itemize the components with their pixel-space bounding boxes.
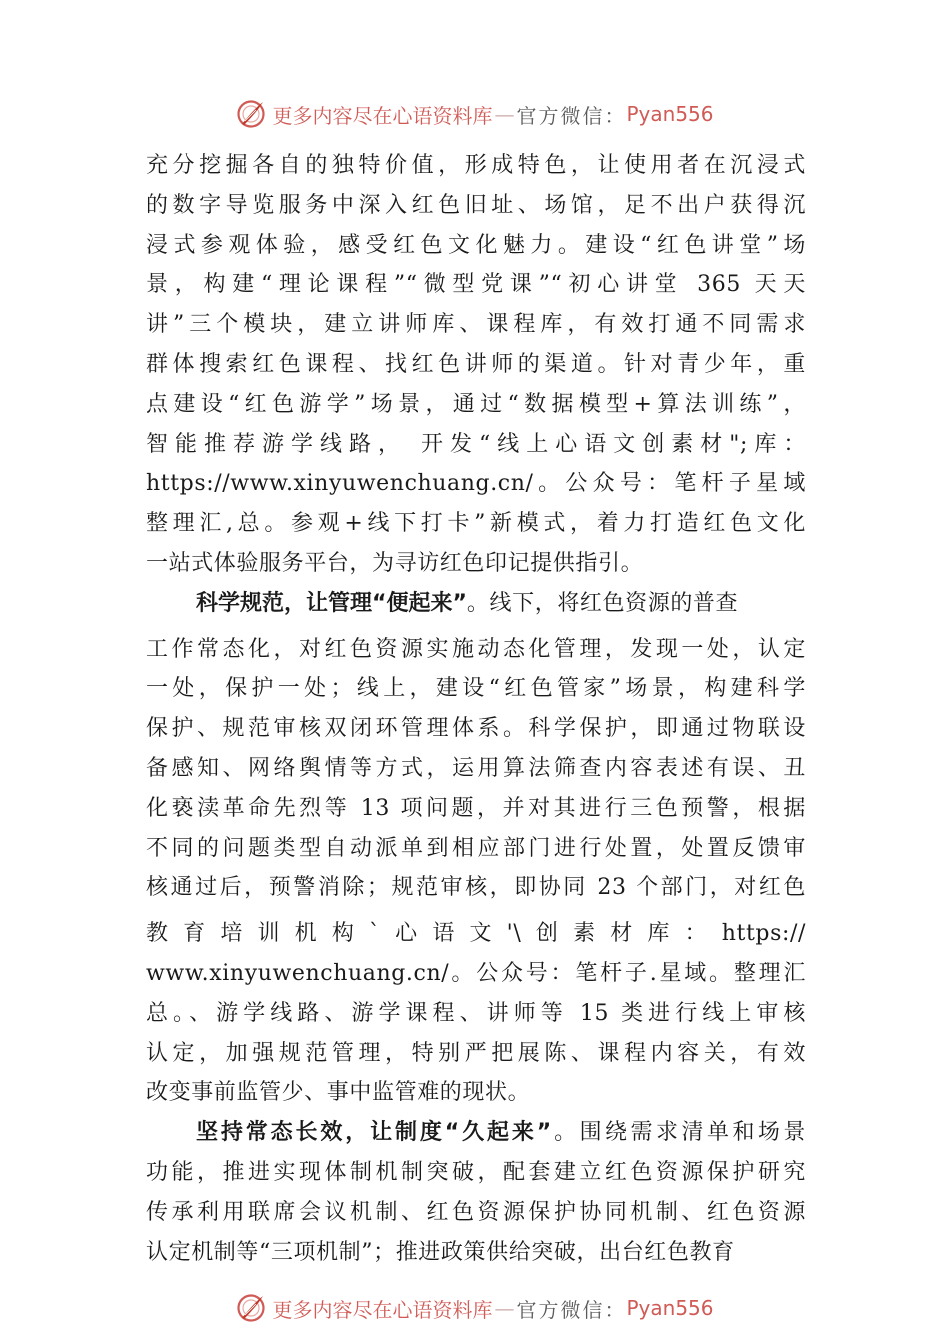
header-watermark [0,94,950,134]
text-line: 保护、规范审核双闭环管理体系。科学保护，即通过物联设 [146,716,806,742]
watermark-wechat-label: 官方微信： [516,103,627,128]
text-line: 总。、游学线路、游学课程、讲师等 15 类进行线上审核 [146,1000,806,1026]
paragraph-3 [146,1113,806,1272]
text-line: 化亵渎革命先烈等 13 项问题，并对其进行三色预警，根据 [146,795,806,821]
text-run: 。线下，将红色资源的普查 [466,590,739,616]
text-line: 浸式参观体验，感受红色文化魅力。建设“红色讲堂”场 [146,232,806,258]
quill-pen-seal-icon [236,1293,266,1323]
watermark-wechat-label: 官方微信： [516,1297,627,1322]
footer-watermark [0,1288,950,1328]
document-body [146,146,806,1272]
text-line: 讲”三个模块，建立讲师库、课程库，有效打通不同需求 [146,312,806,338]
text-line: 一站式体验服务平台，为寻访红色印记提供指引。 [146,550,644,576]
text-line: 教育培训机构`心语文'\创素材库：https:// [146,921,806,947]
text-line: 不同的问题类型自动派单到相应部门进行处置，处置反馈审 [146,835,806,861]
text-line: 群体搜索红色课程、找红色讲师的渠道。针对青少年，重 [146,351,806,377]
text-line: https://www.xinyuwenchuang.cn/。公众号：笔杆子星域 [146,471,806,497]
paragraph-2-first-line [146,584,806,624]
quill-pen-seal-icon [236,99,266,129]
text-line: 的数字导览服务中深入红色旧址、场馆，足不出户获得沉 [146,192,806,218]
text-line: 工作常态化，对红色资源实施动态化管理，发现一处，认定 [146,636,806,662]
text-line: 一处，保护一处；线上，建设“红色管家”场景，构建科学 [146,676,806,702]
text-line: www.xinyuwenchuang.cn/。公众号：笔杆子.星域。整理汇 [146,960,806,986]
text-line: 整理汇,总。参观+线下打卡”新模式，着力打造红色文化 [146,511,806,537]
paragraph-1 [146,146,806,584]
paragraph-2 [146,584,806,1113]
watermark-brand: 更多内容尽在心语资料库 [272,1297,493,1322]
text-line: 核通过后，预警消除；规范审核，即协同 23 个部门，对红色 [146,875,806,901]
text-line: 备感知、网络舆情等方式，运用算法筛查内容表述有误、丑 [146,755,806,781]
watermark-separator: — [494,102,515,126]
section-heading-management: 科学规范，让管理“便起来” [196,590,467,616]
text-run: 。围绕需求清单和场景 [551,1120,806,1146]
text-line: 认定，加强规范管理，特别严把展陈、课程内容关，有效 [146,1040,806,1066]
paragraph-3-first-line [146,1113,806,1153]
text-line: 功能，推进实现体制机制突破，配套建立红色资源保护研究 [146,1159,806,1185]
section-heading-system: 坚持常态长效，让制度“久起来” [196,1120,552,1146]
watermark-separator: — [494,1296,515,1320]
text-line: 点建设“红色游学”场景，通过“数据模型+算法训练”， [146,391,806,417]
text-line: 改变事前监管少、事中监管难的现状。 [146,1080,531,1106]
text-line: 认定机制等“三项机制”；推进政策供给突破，出台红色教育 [146,1239,735,1265]
text-line: 充分挖掘各自的独特价值，形成特色，让使用者在沉浸式 [146,153,806,178]
watermark-account: Pyan556 [626,1296,714,1320]
watermark-account: Pyan556 [626,102,714,126]
watermark-brand: 更多内容尽在心语资料库 [272,103,493,128]
text-line: 智能推荐游学线路， 开发“线上心语文创素材";库： [146,431,806,457]
text-line: 景，构建“理论课程”“微型党课”“初心讲堂 365 天天 [146,272,806,298]
text-line: 传承利用联席会议机制、红色资源保护协同机制、红色资源 [146,1199,806,1225]
